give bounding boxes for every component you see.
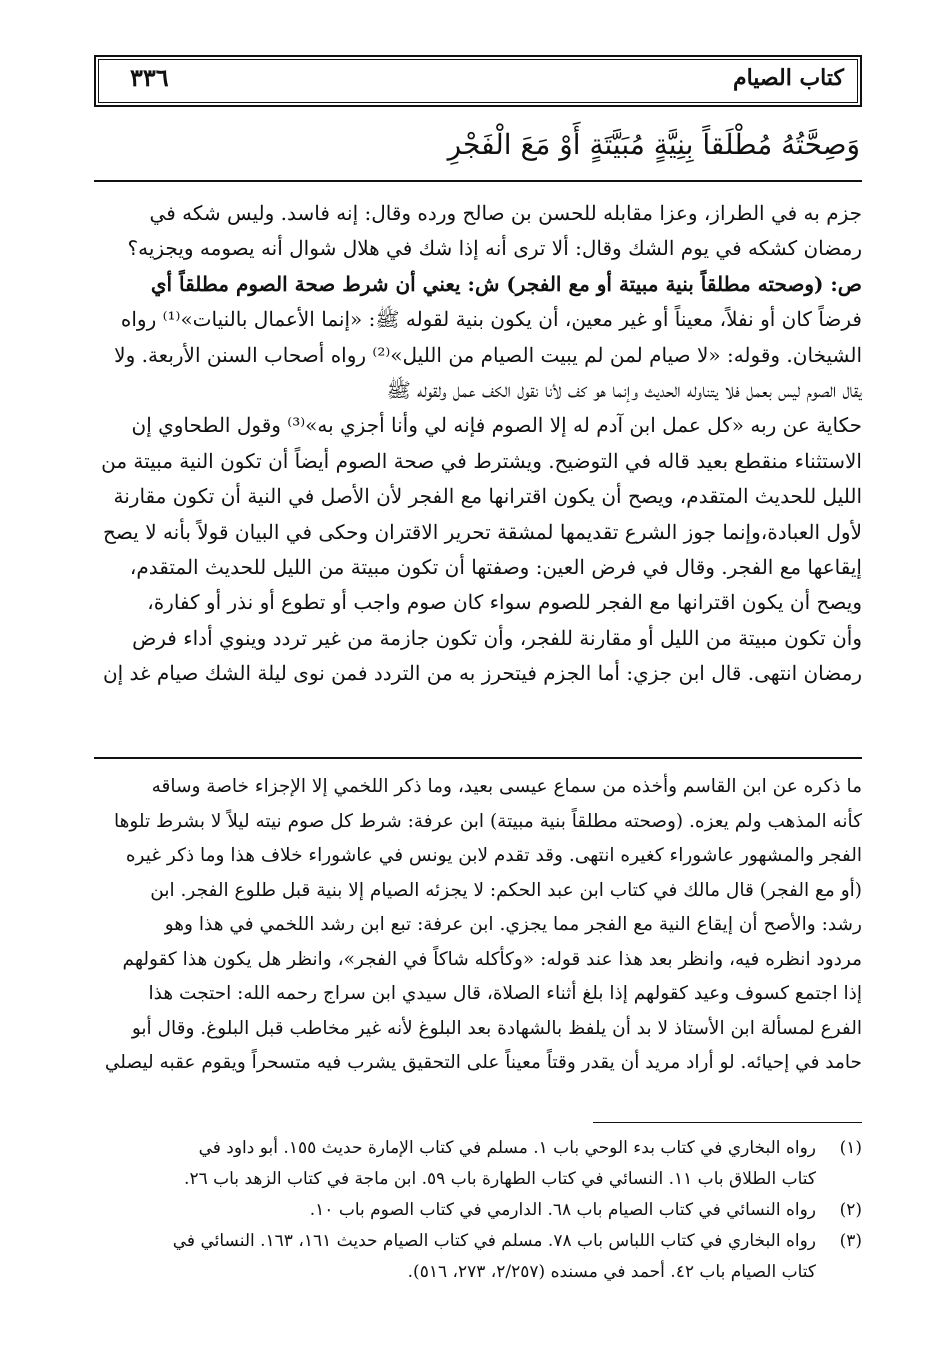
hashiya-line: الفجر والمشهور عاشوراء كغيره انتهى. وقد تقدم لابن يونس في عاشوراء خلاف هذا وما ذكر غيره [125, 845, 862, 866]
main-line: رمضان انتهى. قال ابن جزي: أما الجزم فيتحرز به من التردد فمن نوى ليلة الشك صيام غد إن [102, 661, 862, 686]
main-line: الشيخان. وقوله: «لا صيام لمن لم يبيت الصيام من الليل»⁽²⁾ رواه أصحاب السنن الأربعة. ولا [114, 342, 862, 367]
page-number: ٣٣٦ [130, 63, 169, 92]
rule-above-hashiya [94, 757, 862, 759]
book-title: كتاب الصيام [732, 65, 844, 91]
footnotes [94, 1133, 862, 1288]
footnote-line: رواه النسائي في كتاب الصيام باب ٦٨. الدارمي في كتاب الصوم باب ١٠. [309, 1200, 816, 1220]
hashiya-line: الفرع لمسألة ابن الأستاذ لا بد أن يلفظ بالشهادة بعد البلوغ لأنه غير مخاطب قبل البلوغ. وقال أبو [131, 1017, 862, 1039]
footnote-3 [94, 1226, 862, 1288]
main-line: رمضان كشكه في يوم الشك وقال: ألا ترى أنه إذا شك في هلال شوال أنه يصومه ويجزيه؟ [127, 236, 862, 261]
main-line: ويصح أن يكون اقترانها مع الفجر للصوم سواء كان صوم واجب أو تطوع أو نذر أو كفارة، [147, 590, 862, 615]
hashiya-commentary [94, 770, 862, 1081]
matn-line: وَصِحَّتُهُ مُطْلَقاً بِنِيَّةٍ مُبَيَّتَةٍ أَوْ مَعَ الْفَجْرِ [447, 128, 860, 161]
footnote-number: (٢) [839, 1200, 862, 1220]
hashiya-line: رشد: والأصح أن إيقاع النية مع الفجر مما يجزي. ابن عرفة: تبع ابن رشد اللخمي في هذا وهو [164, 914, 862, 935]
footnote-number: (١) [839, 1138, 862, 1158]
hashiya-line: كأنه المذهب ولم يعزه. (وصحته مطلقاً بنية مبيتة) ابن عرفة: شرط كل صوم نيته ليلاً لا بشرط تلوها [113, 810, 862, 832]
hashiya-line: مردود انظره فيه، وانظر بعد هذا عند قوله: «وكأكله شاكاً في الفجر»، وانظر هل يكون هذا كقولهم [122, 948, 862, 970]
rule-under-matn [94, 180, 862, 182]
footnote-1 [94, 1133, 862, 1195]
footnote-line: كتاب الطلاق باب ١١. النسائي في كتاب الطهارة باب ٥٩. ابن ماجة في كتاب الزهد باب ٢٦. [184, 1169, 816, 1189]
footnote-line: رواه البخاري في كتاب اللباس باب ٧٨. مسلم في كتاب الصيام حديث ١٦١، ١٦٣. النسائي في [172, 1231, 816, 1251]
running-header [94, 55, 862, 107]
hashiya-line: (أو مع الفجر) قال مالك في كتاب ابن عبد الحكم: لا يجزئه الصيام إلا بنية قبل طلوع الفجر. ابن [150, 879, 862, 901]
hashiya-line: ما ذكره عن ابن القاسم وأخذه من سماع عيسى بعيد، وما ذكر اللخمي إلا الإجزاء خاصة وساقه [151, 776, 862, 797]
footnote-separator [593, 1122, 862, 1123]
main-line: يقال الصوم ليس بعمل فلا يتناوله الحديث وإنما هو كف لأنا نقول الكف عمل ولقوله ﷺ [386, 378, 862, 403]
main-line: الاستثناء منقطع بعيد قاله في التوضيح. ويشترط في صحة الصوم أيضاً أن تكون النية مبيتة من [101, 448, 862, 473]
main-commentary [94, 196, 862, 692]
main-line: إيقاعها مع الفجر. وقال في فرض العين: وصفتها أن تكون مبيتة من الليل للحديث المتقدم، [129, 555, 862, 580]
main-line: فرضاً كان أو نفلاً، معيناً أو غير معين، أن يكون بنية لقوله ﷺ: «إنما الأعمال بالنيات»⁽¹⁾ رواه [120, 307, 862, 332]
footnote-2 [94, 1195, 862, 1226]
main-line: جزم به في الطراز، وعزا مقابله للحسن بن صالح ورده وقال: إنه فاسد. وليس شكه في [149, 201, 862, 225]
footnote-number: (٣) [839, 1231, 862, 1251]
main-line: وأن تكون مبيتة من الليل أو مقارنة للفجر، وأن تكون جازمة من غير تردد وينوي أداء فرض [132, 625, 862, 650]
footnote-line: رواه البخاري في كتاب بدء الوحي باب ١. مسلم في كتاب الإمارة حديث ١٥٥. أبو داود في [198, 1138, 816, 1158]
main-line: لأول العبادة،وإنما جوز الشرع تقديمها لمشقة تحرير الاقتران وحكى في البيان قولاً بأنه لا يصح [103, 519, 862, 544]
hashiya-line: حامد في إحيائه. لو أراد مريد أن يقدر وقتاً معيناً على التحقيق يشرب فيه متسحراً ويقوم عقبه ليصلي [104, 1052, 862, 1073]
footnote-line: كتاب الصيام باب ٤٢. أحمد في مسنده (٢/٢٥٧، ٢٧٣، ٥١٦). [407, 1262, 816, 1282]
hashiya-line: إذا اجتمع كسوف وعيد كقولهم إذا بلغ أثناء الصلاة، قال سيدي ابن سراج رحمه الله: احتجت هذا [148, 983, 862, 1004]
main-line: الليل للحديث المتقدم، ويصح أن يكون اقترانها مع الفجر لأن الأصل في النية أن تكون مقارنة [113, 484, 862, 509]
main-line: حكاية عن ربه «كل عمل ابن آدم له إلا الصوم فإنه لي وأنا أجزي به»⁽³⁾ وقول الطحاوي إن [131, 413, 862, 438]
main-line: ص: (وصحته مطلقاً بنية مبيتة أو مع الفجر) ش: يعني أن شرط صحة الصوم مطلقاً أي [150, 271, 862, 296]
